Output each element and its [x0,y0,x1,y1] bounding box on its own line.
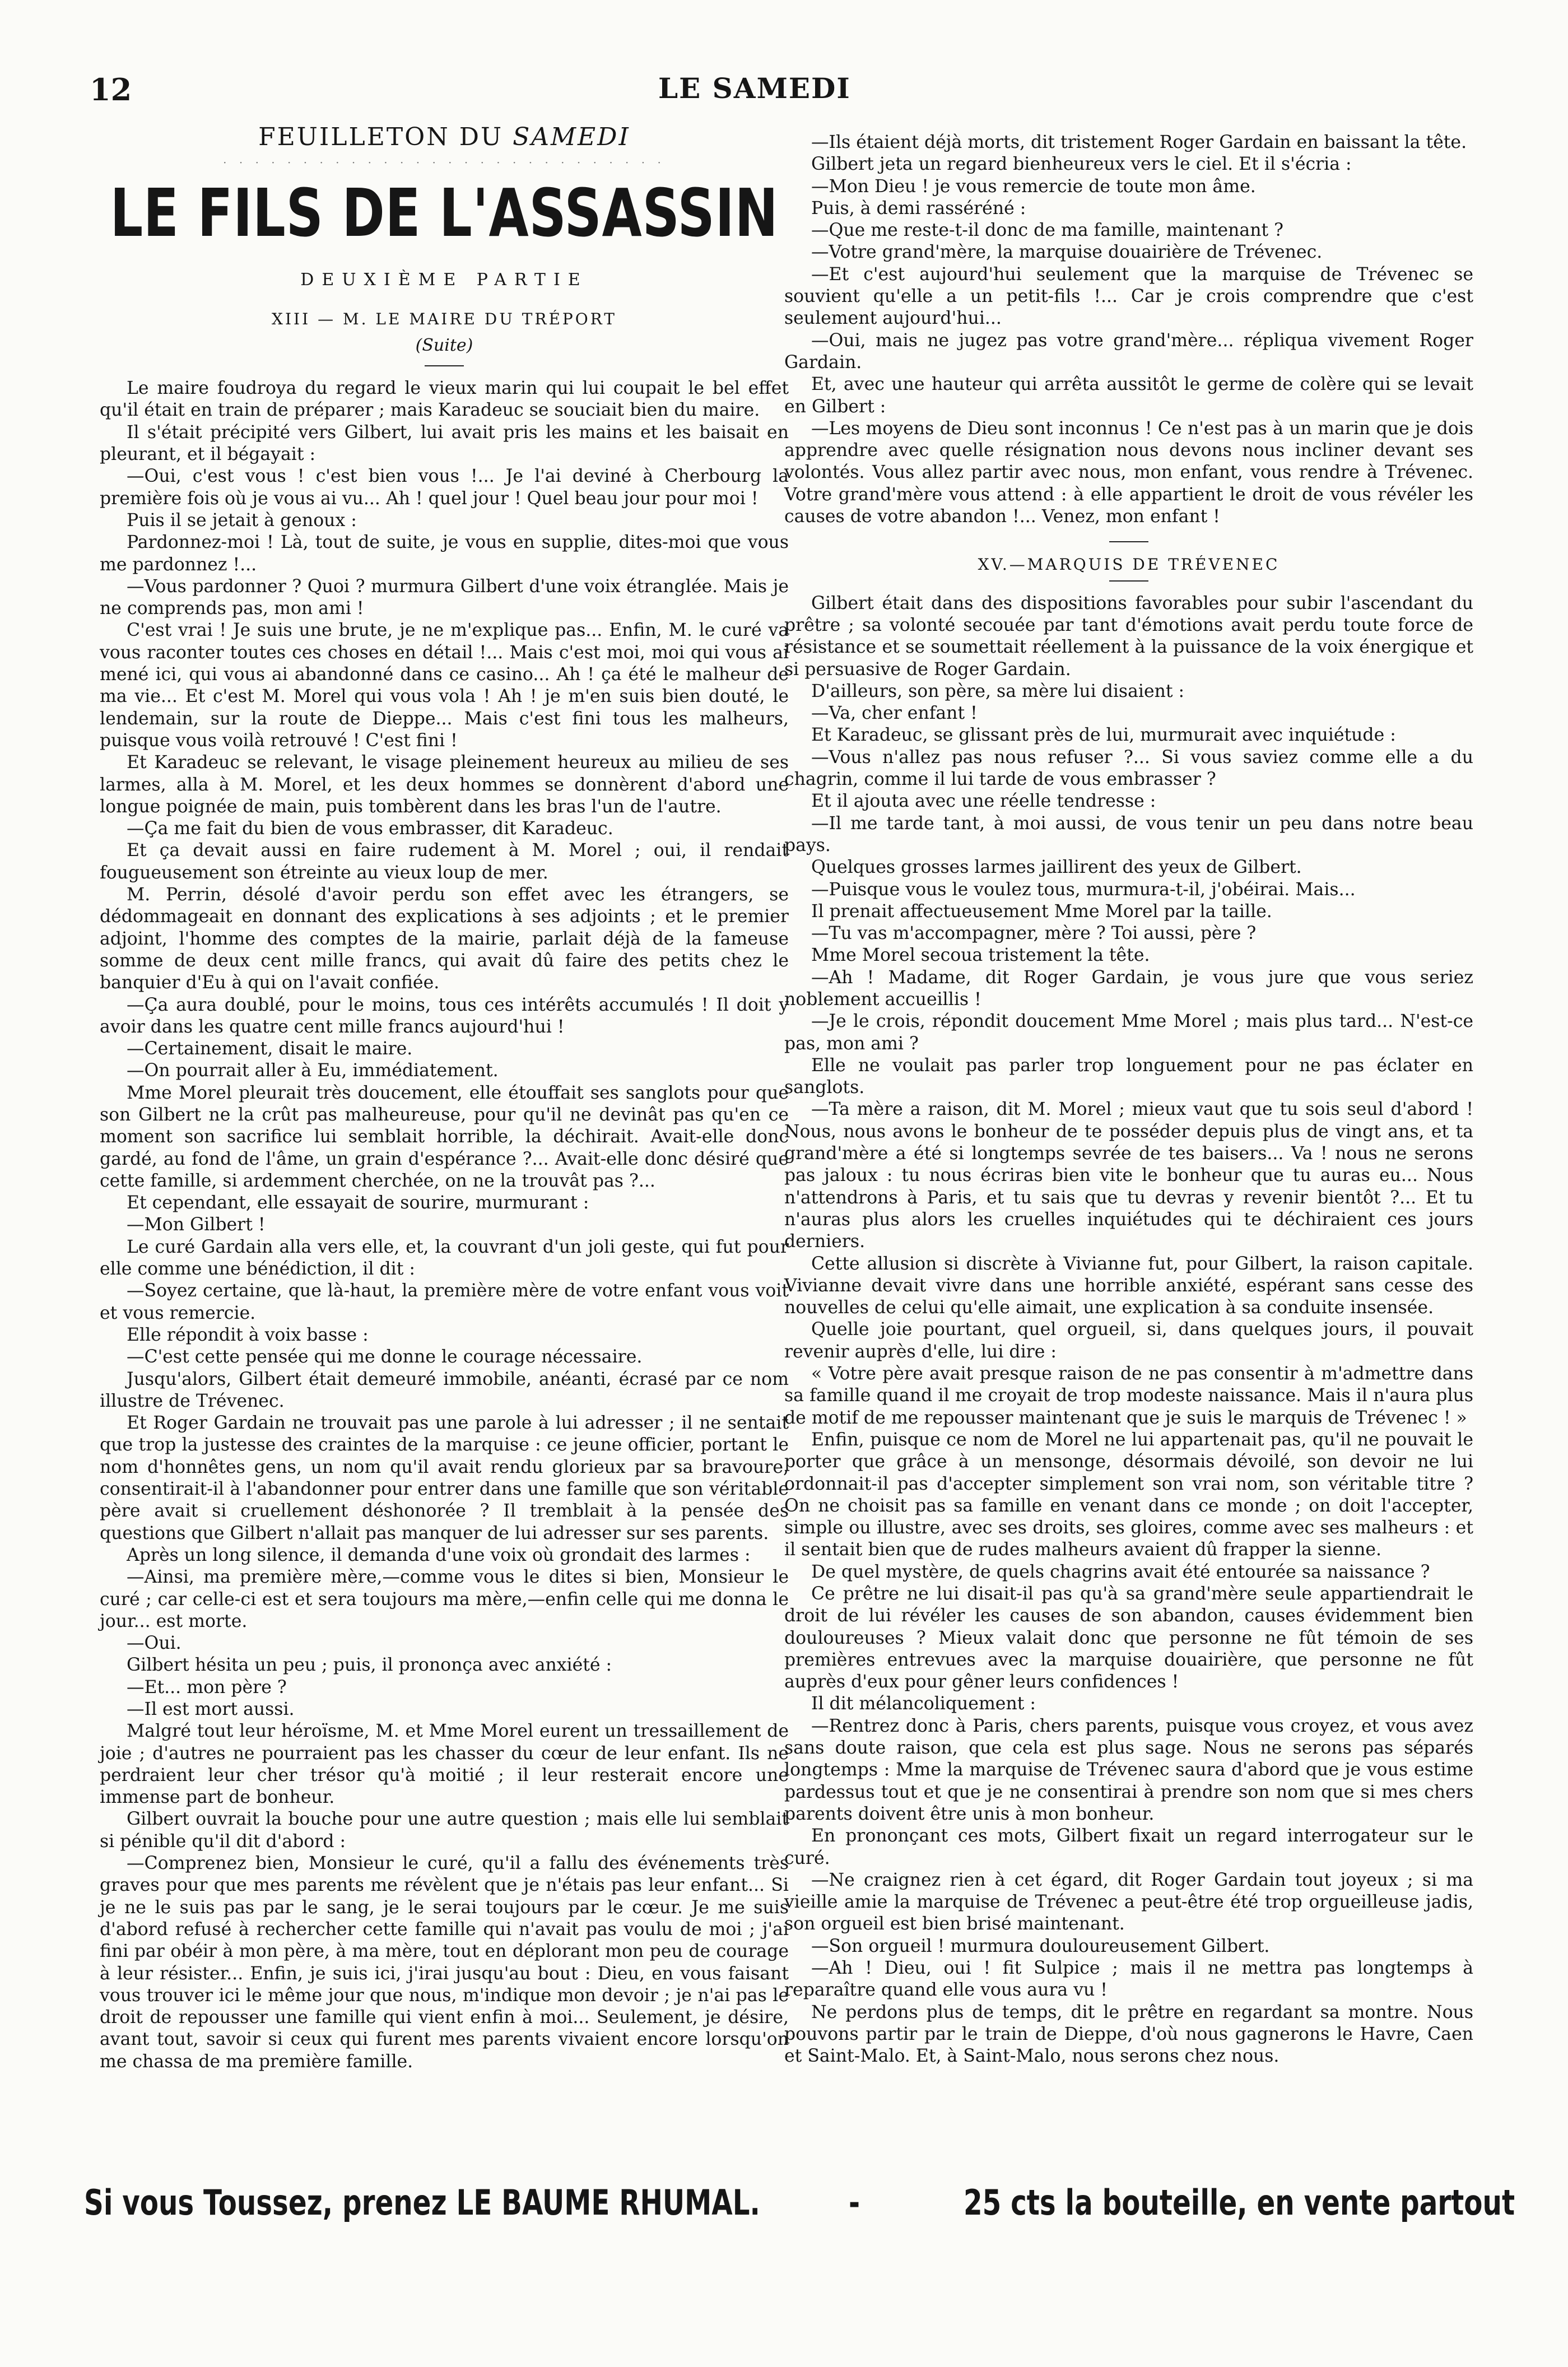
paragraph: —Vous n'allez pas nous refuser ?... Si vous saviez comme elle a du chagrin, comme il lui tarde de vous embrasser ? [784,747,1473,790]
paragraph: Et Karadeuc, se glissant près de lui, murmurait avec inquiétude : [811,725,1396,746]
paragraph: Gilbert ouvrait la bouche pour une autre question ; mais elle lui semblait si pénible qu'il dit d'abord : [100,1809,789,1852]
paragraph: —Ah ! Dieu, oui ! fit Sulpice ; mais il ne mettra pas longtemps à reparaître quand elle vous aura vu ! [784,1958,1473,2001]
advertisement-left: Si vous Toussez, prenez LE BAUME RHUMAL. [84,2182,760,2223]
paragraph: —Oui. [127,1633,182,1654]
paragraph: —Ah ! Madame, dit Roger Gardain, je vous jure que vous seriez noblement accueillis ! [784,967,1473,1010]
paragraph: —Il me tarde tant, à moi aussi, de vous tenir un peu dans notre beau pays. [784,813,1473,855]
paragraph: —Mon Gilbert ! [127,1215,266,1235]
continued-label: (Suite) [415,335,473,355]
paragraph: —Tu vas m'accompagner, mère ? Toi aussi, père ? [811,923,1257,944]
paragraph: —On pourrait aller à Eu, immédiatement. [127,1061,499,1081]
publication-name: LE SAMEDI [658,72,851,105]
paragraph: Et ça devait aussi en faire rudement à M. Morel ; oui, il rendait fougueusement son étreinte au vieux loup de mer. [100,840,789,883]
paragraph: —Et c'est aujourd'hui seulement que la marquise de Trévenec se souvient qu'elle a un petit-fils !... Car je crois comprendre que c'est seulement aujourd'hui... [784,264,1473,329]
paragraph: Enfin, puisque ce nom de Morel ne lui appartenait pas, qu'il ne pouvait le porter que grâce à un mensonge, désormais dévoilé, son devoir ne lui ordonnait-il pas d'accepter simplement son vrai nom, son véritable titre ? On ne choisit pas sa famille en venant dans ce monde ; on doit l'accepter, simple ou illustre, avec ses droits, ses gloires, comme avec ses malheurs : et il sentait bien que de rudes malheurs avaient dû frapper la sienne. [784,1429,1473,1560]
paragraph: Elle répondit à voix basse : [127,1324,369,1345]
paragraph: Et il ajouta avec une réelle tendresse : [811,791,1156,812]
paragraph: Quelques grosses larmes jaillirent des yeux de Gilbert. [811,857,1302,878]
paragraph: Et cependant, elle essayait de sourire, murmurant : [127,1193,589,1213]
paragraph: C'est vrai ! Je suis une brute, je ne m'explique pas... Enfin, M. le curé va vous raconter toutes ces choses en détail !... Mais c'est moi, moi qui vous ai mené ici, qui vous ai abandonné dans ce casino... Ah ! ça été le malheur de ma vie... Et c'est M. Morel qui vous vola ! Ah ! je m'en suis bien douté, le lendemain, sur la route de Dieppe... Mais c'est fini tous les malheurs, puisque vous voilà retrouvé ! C'est fini ! [100,620,789,751]
paragraph: —Ta mère a raison, dit M. Morel ; mieux vaut que tu sois seul d'abord ! Nous, nous avons le bonheur de te posséder depuis plus de vingt ans, et ta grand'mère a été si longtemps sevrée de tes baisers... Va ! nous ne serons pas jaloux : tu nous écriras bien vite le bonheur que tu auras eu... Nous n'attendrons à Paris, et tu sais que tu devras y revenir bientôt ?... Et tu n'auras plus alors les cruelles inquiétudes qui te déchiraient ces jours derniers. [784,1099,1473,1252]
advertisement-right: 25 cts la bouteille, en vente partout [964,2182,1515,2223]
paragraph: —Oui, mais ne jugez pas votre grand'mère... répliqua vivement Roger Gardain. [784,330,1473,373]
paragraph: Et, avec une hauteur qui arrêta aussitôt le germe de colère qui se levait en Gilbert : [784,374,1473,417]
paragraph: —Ils étaient déjà morts, dit tristement Roger Gardain en baissant la tête. [811,132,1467,152]
left-text [100,378,789,2073]
paragraph: —Son orgueil ! murmura douloureusement Gilbert. [811,1936,1270,1956]
paragraph: —Mon Dieu ! je vous remercie de toute mon âme. [811,176,1256,197]
feuilleton-name: SAMEDI [513,123,630,151]
paragraph: De quel mystère, de quels chagrins avait été entourée sa naissance ? [811,1561,1430,1582]
paragraph: Gilbert était dans des dispositions favorables pour subir l'ascendant du prêtre ; sa volonté secouée par tant d'émotions avait perdu toute force de résistance et se soumettait réellement à la puissance de la voix énergique et si persuasive de Roger Gardain. [784,593,1473,680]
right-text-b [784,593,1473,2068]
paragraph: —Votre grand'mère, la marquise douairière de Trévenec. [811,242,1323,263]
paragraph: —Que me reste-t-il donc de ma famille, maintenant ? [811,220,1284,241]
feuilleton-prefix: FEUILLETON DU [258,123,513,151]
paragraph: —Ça me fait du bien de vous embrasser, dit Karadeuc. [127,819,613,839]
paragraph: M. Perrin, désolé d'avoir perdu son effet avec les étrangers, se dédommageait en donnant des explications à ses adjoints ; et le premier adjoint, l'homme des comptes de la mairie, parlait déjà de la fameuse somme de deux cent mille francs, qui avait dû faire des petits chez le banquier d'Eu à qui on l'avait confiée. [100,885,789,993]
paragraph: —Ainsi, ma première mère,—comme vous le dites si bien, Monsieur le curé ; car celle-ci est et sera toujours ma mère,—enfin celle qui me donna le jour... est morte. [100,1567,789,1631]
divider [1109,541,1148,542]
paragraph: Pardonnez-moi ! Là, tout de suite, je vous en supplie, dites-moi que vous me pardonnez !... [100,532,789,575]
paragraph: —Oui, c'est vous ! c'est bien vous !... Je l'ai deviné à Cherbourg la première fois où je vous ai vu... Ah ! quel jour ! Quel beau jour pour moi ! [100,466,789,509]
paragraph: —Je le crois, répondit doucement Mme Morel ; mais plus tard... N'est-ce pas, mon ami ? [784,1011,1473,1054]
paragraph: —Puisque vous le voulez tous, murmura-t-il, j'obéirai. Mais... [811,879,1356,900]
divider [425,365,464,366]
paragraph: —Ne craignez rien à cet égard, dit Roger Gardain tout joyeux ; si ma vieille amie la marquise de Trévenec a peut-être été trop orgueilleuse jadis, son orgueil est bien brisé maintenant. [784,1870,1473,1934]
paragraph: Cette allusion si discrète à Vivianne fut, pour Gilbert, la raison capitale. Vivianne devait vivre dans une horrible anxiété, espérant sans cesse des nouvelles de celui qu'elle aimait, une explication à sa conduite insensée. [784,1253,1473,1318]
paragraph: Et Karadeuc se relevant, le visage pleinement heureux au milieu de ses larmes, alla à M. Morel, et les deux hommes se donnèrent d'abord une longue poignée de main, puis tombèrent dans les bras l'un de l'autre. [100,752,789,817]
serial-title: LE FILS DE L'ASSASSIN [110,174,779,252]
paragraph: Gilbert hésita un peu ; puis, il prononça avec anxiété : [127,1655,612,1676]
paragraph: —Vous pardonner ? Quoi ? murmura Gilbert d'une voix étranglée. Mais je ne comprends pas, mon ami ! [100,576,789,619]
paragraph: —Les moyens de Dieu sont inconnus ! Ce n'est pas à un marin que je dois apprendre avec quelle résignation nous devons nous incliner devant ses volontés. Vous allez partir avec nous, mon enfant, vous rendre à Trévenec. Votre grand'mère vous attend : à elle appartient le droit de vous révéler les causes de votre abandon !... Venez, mon enfant ! [784,418,1473,527]
right-text-a [784,132,1473,528]
paragraph: Il prenait affectueusement Mme Morel par la taille. [811,901,1272,922]
paragraph: —Et... mon père ? [127,1677,287,1698]
paragraph: « Votre père avait presque raison de ne pas consentir à m'admettre dans sa famille quand il me croyait de trop modeste naissance. Mais il n'aura plus de motif de me repousser maintenant que je suis le marquis de Trévenec ! » [784,1364,1473,1428]
paragraph: —Ça aura doublé, pour le moins, tous ces intérêts accumulés ! Il doit y avoir dans les quatre cent mille francs aujourd'hui ! [100,994,789,1037]
divider [1109,580,1148,582]
paragraph: En prononçant ces mots, Gilbert fixait un regard interrogateur sur le curé. [784,1826,1473,1868]
left-column [100,123,789,2073]
paragraph: —Certainement, disait le maire. [127,1039,413,1059]
paragraph: Le curé Gardain alla vers elle, et, la couvrant d'un joli geste, qui fut pour elle comme une bénédiction, il dit : [100,1236,789,1280]
advertisement-separator: - [849,2182,860,2223]
paragraph: Après un long silence, il demanda d'une voix où grondait des larmes : [127,1545,751,1565]
paragraph: Il dit mélancoliquement : [811,1694,1036,1714]
page-number: 12 [90,72,132,108]
part-heading: DEUXIÈME PARTIE [300,270,588,290]
paragraph: —Comprenez bien, Monsieur le curé, qu'il a fallu des événements très graves pour que mes parents me révèlent que je n'étais pas leur enfant... Si je ne le suis pas par le sang, je le serai toujours par le cœur. Je me suis d'abord refusé à rechercher cette famille qui n'avait pas voulu de moi ; j'ai fini par obéir à mon père, à ma mère, tout en déplorant mon peu de courage à leur résister... Enfin, je suis ici, j'irai jusqu'au bout : Dieu, en vous faisant vous trouver ici le même jour que nous, m'indique mon devoir ; je n'ai pas le droit de repousser une famille qui vient enfin à moi... Seulement, je désire, avant tout, savoir si ceux qui furent mes parents vivaient encore lorsqu'on me chassa de ma première famille. [100,1853,789,2072]
chapter-heading: XV.—MARQUIS DE TRÉVENEC [978,555,1280,574]
paragraph: —C'est cette pensée qui me donne le courage nécessaire. [127,1347,643,1368]
paragraph: Mme Morel secoua tristement la tête. [811,945,1150,966]
paragraph: Puis il se jetait à genoux : [127,510,357,531]
paragraph: Quelle joie pourtant, quel orgueil, si, dans quelques jours, il pouvait revenir auprès d'elle, lui dire : [784,1319,1473,1362]
paragraph: Jusqu'alors, Gilbert était demeuré immobile, anéanti, écrasé par ce nom illustre de Trévenec. [100,1369,789,1411]
paragraph: Malgré tout leur héroïsme, M. et Mme Morel eurent un tressaillement de joie ; d'autres ne pourraient pas les chasser du cœur de leur enfant. Ils ne perdraient leur cher trésor qu'à moitié ; il leur resterait encore une immense part de bonheur. [100,1721,789,1808]
chapter-heading: XIII — M. LE MAIRE DU TRÉPORT [272,309,617,328]
paragraph: Gilbert jeta un regard bienheureux vers le ciel. Et il s'écria : [811,154,1352,175]
paragraph: Il s'était précipité vers Gilbert, lui avait pris les mains et les baisait en pleurant, et il bégayait : [100,422,789,465]
paragraph: Puis, à demi rasséréné : [811,198,1026,218]
feuilleton-label [100,123,789,151]
paragraph: Ce prêtre ne lui disait-il pas qu'à sa grand'mère seule appartiendrait le droit de lui révéler les causes de son abandon, causes évidemment bien douloureuses ? Mieux valait donc que personne ne fût témoin de ses premières entrevues avec la marquise douairière, que personne ne fût auprès d'eux pour gêner leurs confidences ! [784,1584,1473,1692]
paragraph: —Rentrez donc à Paris, chers parents, puisque vous croyez, et vous avez sans doute raison, que cela est plus sage. Nous ne serons pas séparés longtemps : Mme la marquise de Trévenec saura d'abord que je vous estime pardessus tout et que je ne consentirai à prendre son nom que si mes chers parents doivent être unis à mon bonheur. [784,1715,1473,1824]
right-column [784,132,1473,2068]
paragraph: D'ailleurs, son père, sa mère lui disaient : [811,681,1185,701]
paragraph: —Soyez certaine, que là-haut, la première mère de votre enfant vous voit et vous remercie. [100,1281,789,1323]
paragraph: Le maire foudroya du regard le vieux marin qui lui coupait le bel effet qu'il était en train de préparer ; mais Karadeuc se souciait bien du maire. [100,378,789,421]
paragraph: Mme Morel pleurait très doucement, elle étouffait ses sanglots pour que son Gilbert ne la crût pas malheureuse, pour qu'il ne devinât pas qu'en ce moment son sacrifice lui semblait horrible, la déchirait. Avait-elle donc gardé, au fond de l'âme, un grain d'espérance ?... Avait-elle donc désiré que cette famille, si ardemment cherchée, on ne la trouvât pas ?... [100,1082,789,1191]
paragraph: —Va, cher enfant ! [811,703,978,724]
paragraph: Et Roger Gardain ne trouvait pas une parole à lui adresser ; il ne sentait que trop la justesse des craintes de la marquise : ce jeune officier, portant le nom d'honnêtes gens, un nom qu'il avait rendu glorieux par sa bravoure, consentirait-il à l'abandonner pour entrer dans une famille que son véritable père avait si cruellement déshonorée ? Il tremblait à la pensée des questions que Gilbert n'allait pas manquer de lui adresser sur ses parents. [100,1413,789,1543]
paragraph: Elle ne voulait pas parler trop longuement pour ne pas éclater en sanglots. [784,1055,1473,1098]
decorative-dots: · · · · · · · · · · · · · · · · · · · · · · · · · · · · [223,156,666,170]
paragraph: —Il est mort aussi. [127,1699,295,1719]
paragraph: Ne perdons plus de temps, dit le prêtre en regardant sa montre. Nous pouvons partir par le train de Dieppe, d'où nous gagnerons le Havre, Caen et Saint-Malo. Et, à Saint-Malo, nous serons chez nous. [784,2002,1473,2067]
